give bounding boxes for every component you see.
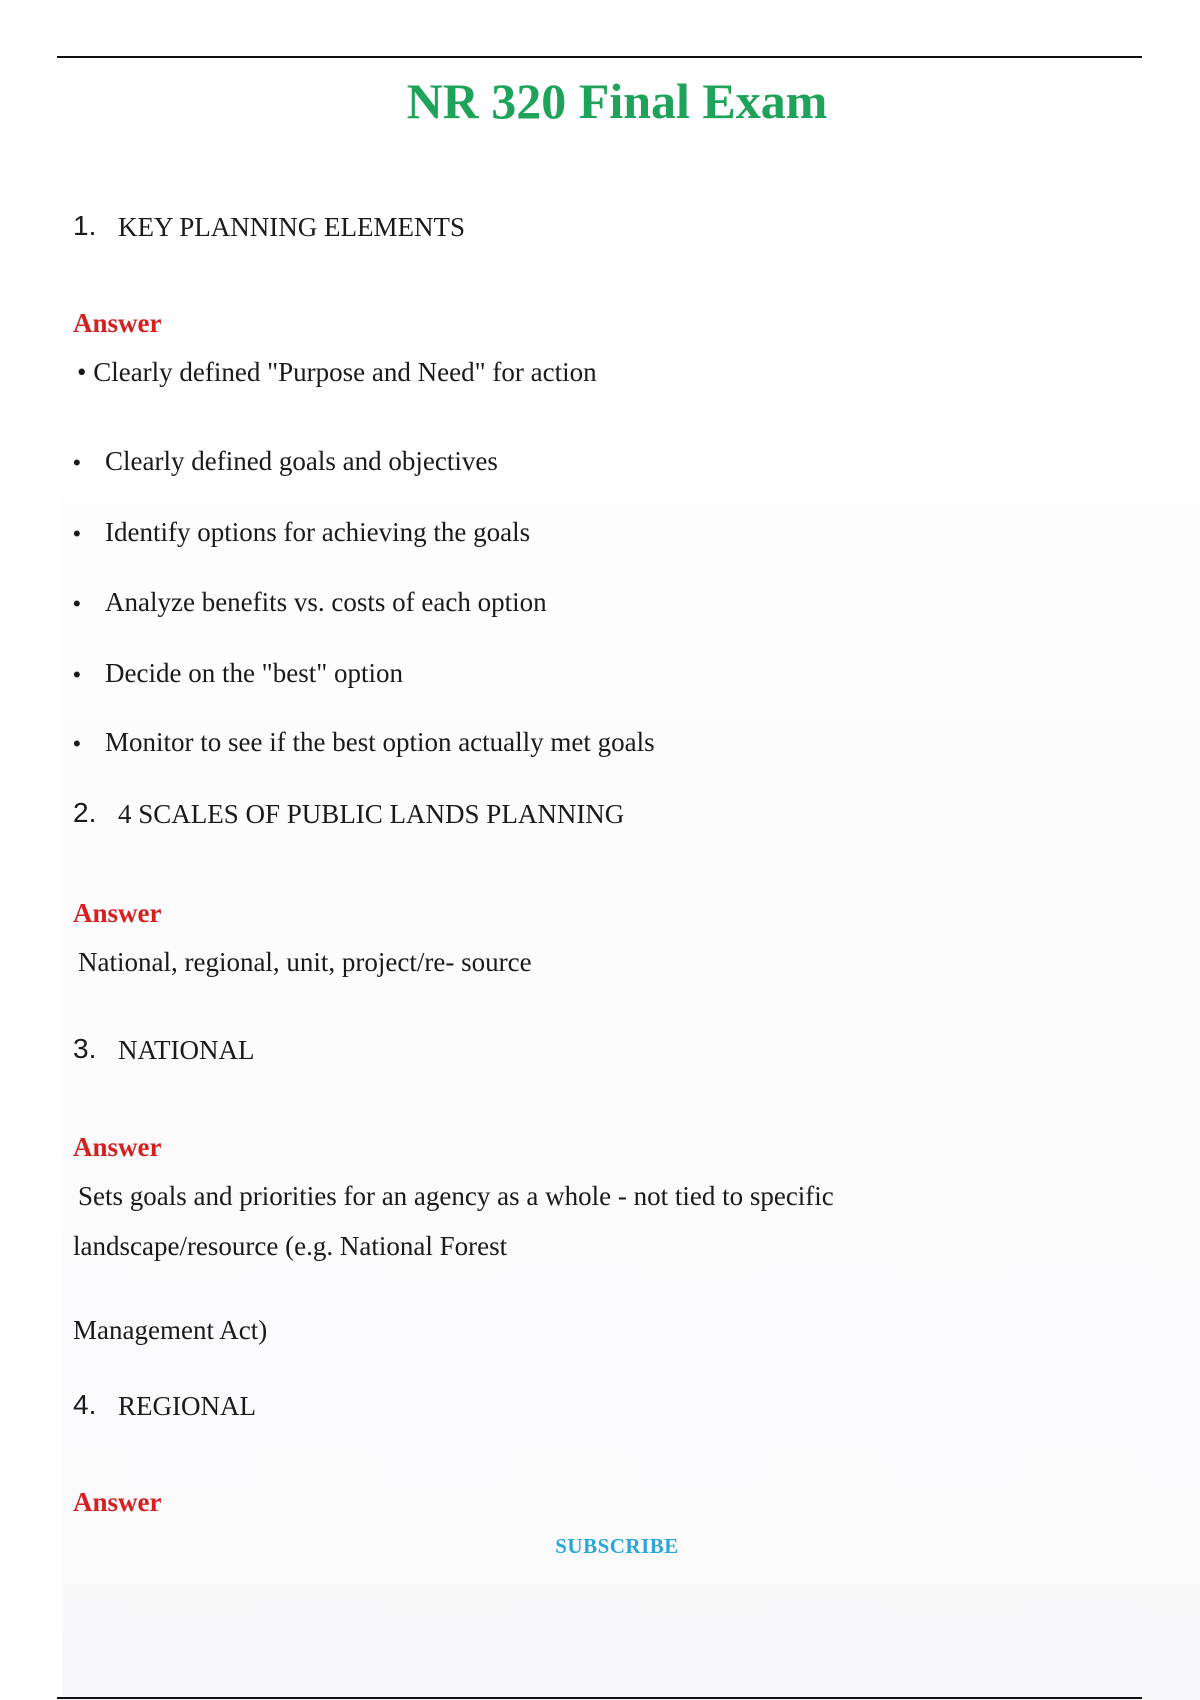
top-rule	[57, 56, 1142, 58]
answer-lead-text: • Clearly defined "Purpose and Need" for action	[77, 357, 597, 387]
bullet-item: Analyze benefits vs. costs of each option	[105, 587, 547, 617]
answer-text: National, regional, unit, project/re- source	[78, 947, 532, 977]
bullet-item: Decide on the "best" option	[105, 658, 403, 688]
bullet-icon: •	[73, 591, 81, 616]
question-text: 4 SCALES OF PUBLIC LANDS PLANNING	[118, 799, 625, 829]
document-title: NR 320 Final Exam	[406, 73, 828, 129]
subscribe-link[interactable]: SUBSCRIBE	[555, 1534, 679, 1558]
answer-text: Management Act)	[73, 1315, 268, 1345]
answer-text: landscape/resource (e.g. National Forest	[73, 1231, 508, 1261]
answer-label: Answer	[73, 1487, 162, 1517]
bullet-icon: •	[73, 731, 81, 756]
answer-text: Sets goals and priorities for an agency as a whole - not tied to specific	[78, 1181, 834, 1211]
bullet-icon: •	[73, 662, 81, 687]
question-text: NATIONAL	[118, 1035, 255, 1065]
bullet-icon: •	[73, 521, 81, 546]
question-number: 3.	[73, 1033, 97, 1064]
question-number: 1.	[73, 210, 97, 241]
answer-label: Answer	[73, 308, 162, 338]
question-number: 4.	[73, 1389, 97, 1420]
bullet-item: Identify options for achieving the goals	[105, 517, 531, 547]
question-text: KEY PLANNING ELEMENTS	[118, 212, 465, 242]
answer-label: Answer	[73, 1132, 162, 1162]
bullet-item: Monitor to see if the best option actually met goals	[105, 727, 655, 757]
bullet-icon: •	[73, 450, 81, 475]
question-text: REGIONAL	[118, 1391, 256, 1421]
answer-label: Answer	[73, 898, 162, 928]
bottom-rule	[57, 1697, 1142, 1699]
question-number: 2.	[73, 797, 97, 828]
bullet-item: Clearly defined goals and objectives	[105, 446, 498, 476]
